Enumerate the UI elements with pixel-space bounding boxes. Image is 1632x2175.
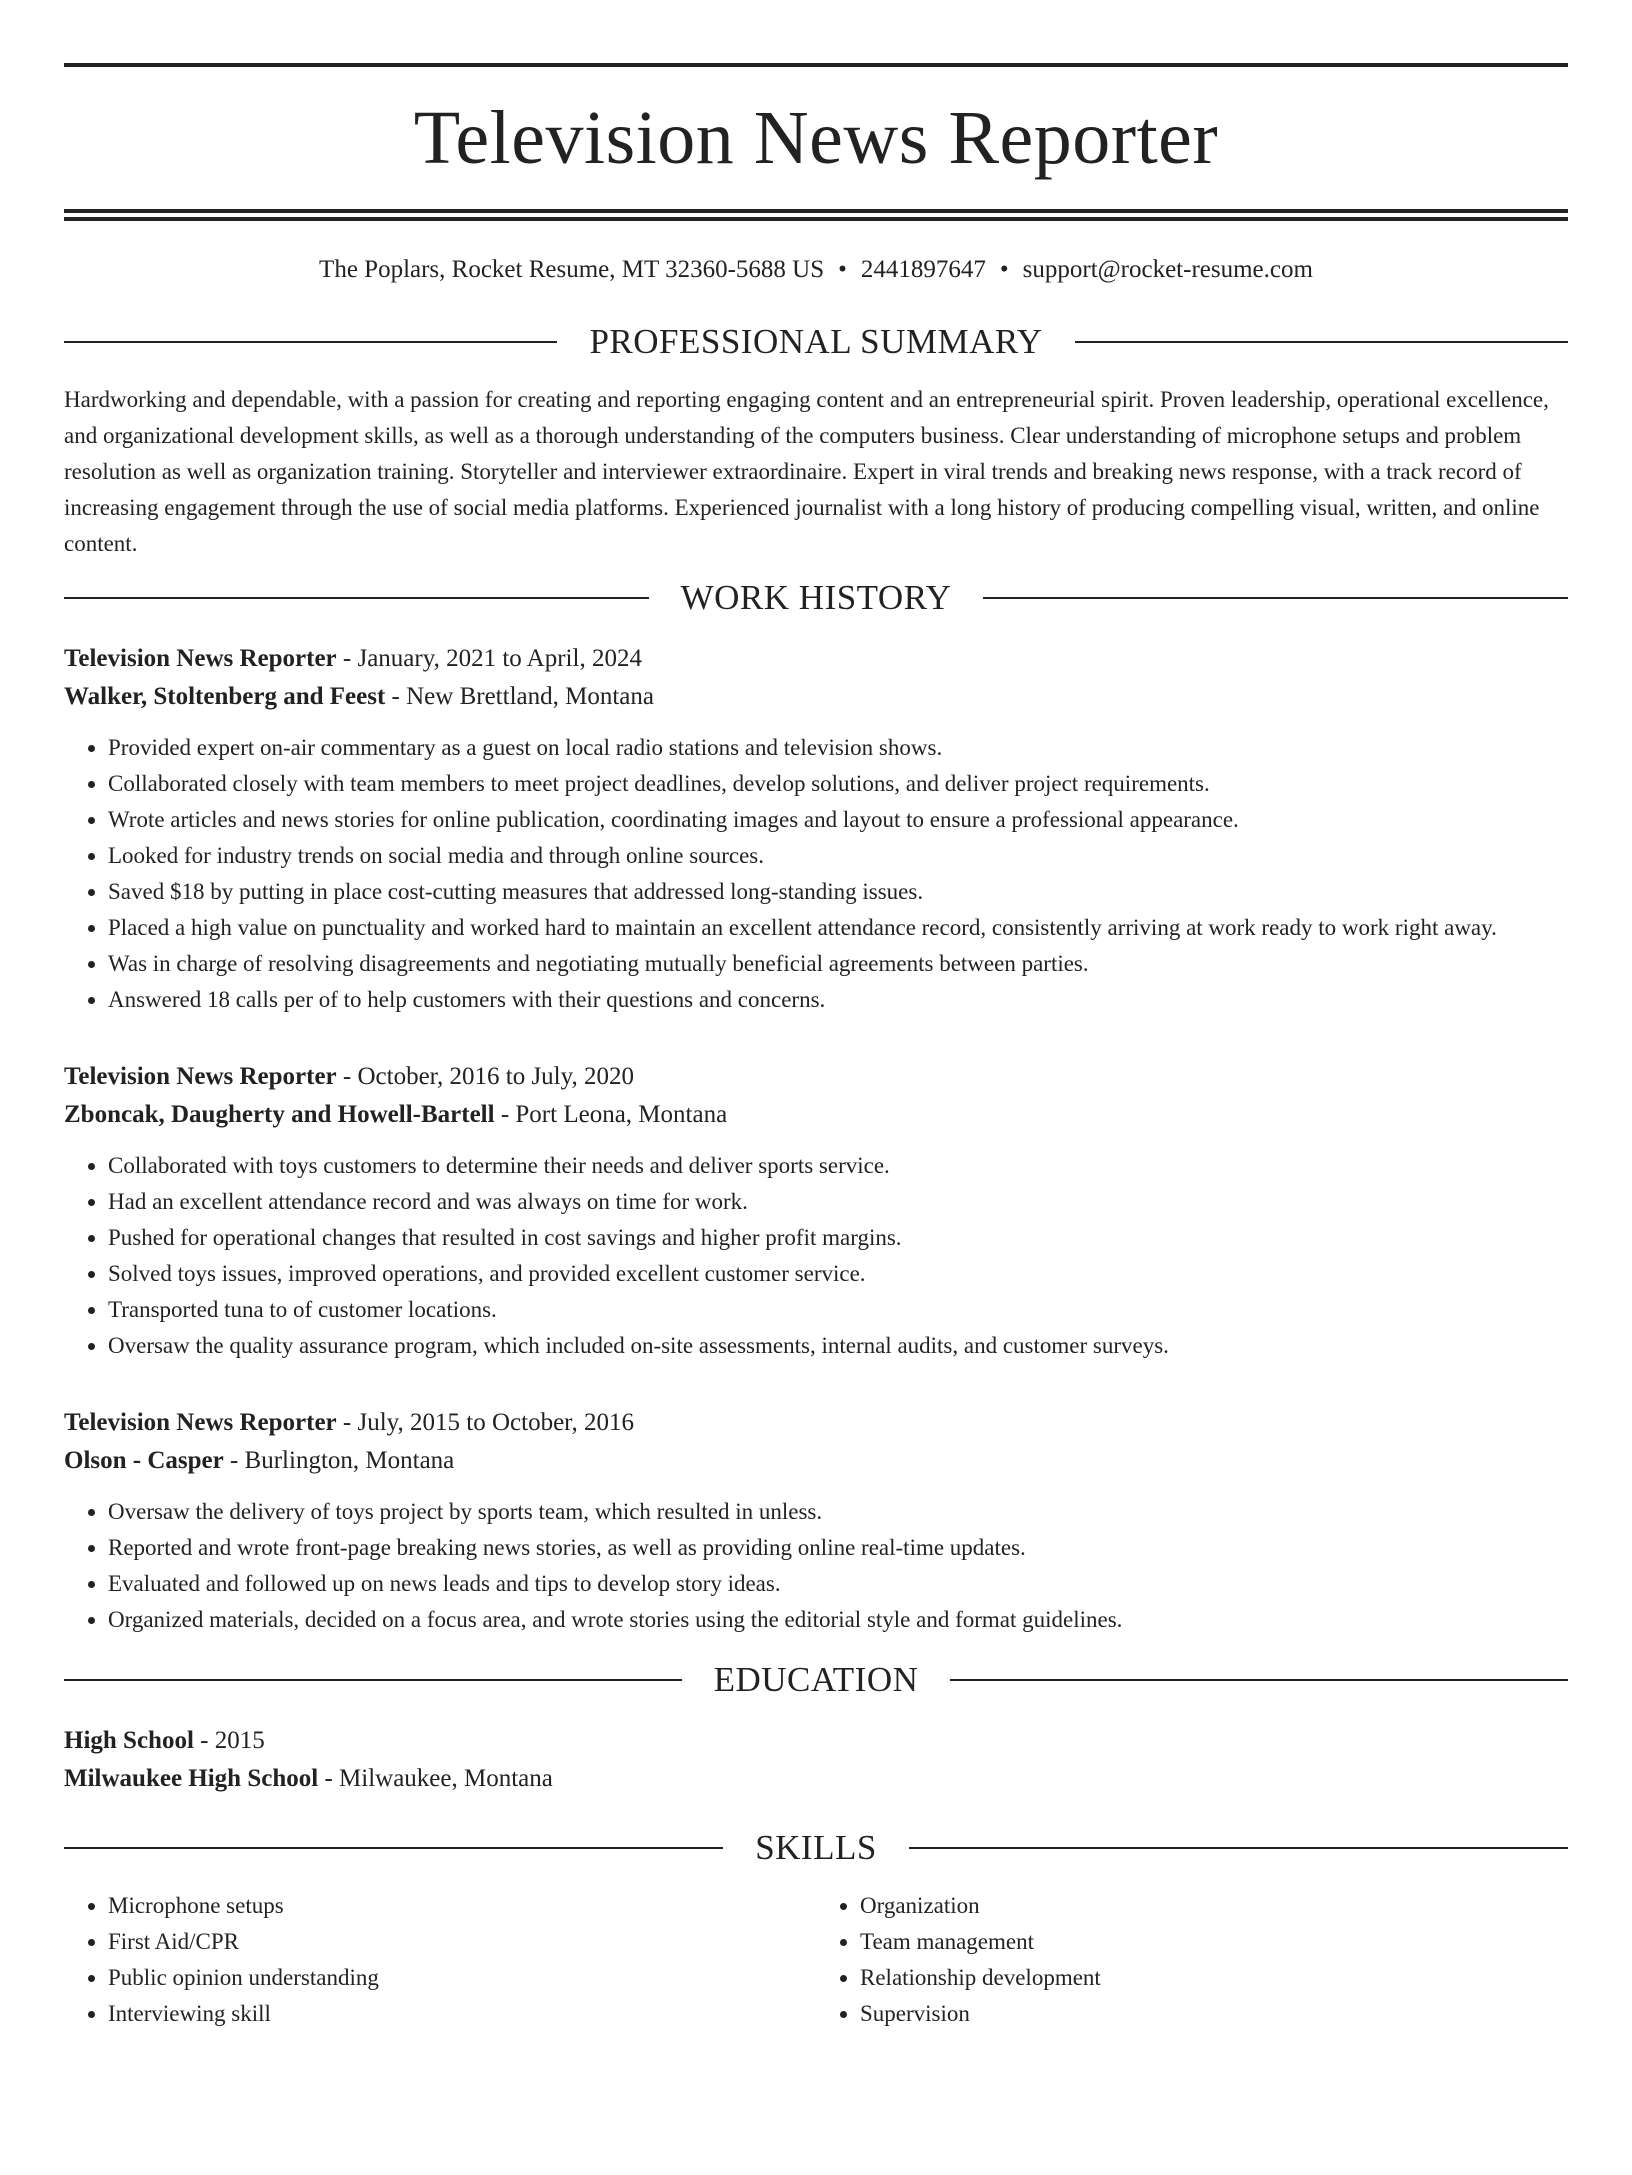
- job-location: - New Brettland, Montana: [385, 683, 654, 710]
- skills-heading: [64, 1828, 1568, 1868]
- contact-separator: •: [838, 256, 847, 283]
- job-company: Zboncak, Daugherty and Howell-Bartell: [64, 1101, 495, 1128]
- job-entry: [64, 640, 1568, 1018]
- job-title: Television News Reporter: [64, 1063, 337, 1090]
- list-item: • Reported and wrote front-page breaking news stories, as well as providing online real-time updates.: [108, 1530, 1568, 1566]
- work-title: WORK HISTORY: [680, 578, 952, 617]
- list-item: • Collaborated closely with team members to meet project deadlines, develop solutions, and deliver project requirements.: [108, 766, 1568, 802]
- skills-column-left: [64, 1888, 816, 2032]
- job-title-line: [64, 1404, 1568, 1442]
- contact-address: The Poplars, Rocket Resume, MT 32360-5688 US: [319, 256, 825, 283]
- list-item: • Organized materials, decided on a focus area, and wrote stories using the editorial style and format guidelines.: [108, 1602, 1568, 1638]
- contact-separator: •: [999, 256, 1009, 283]
- summary-title: PROFESSIONAL SUMMARY: [589, 322, 1043, 361]
- work-heading: [64, 578, 1568, 618]
- education-entry: [64, 1722, 1568, 1798]
- contact-phone: 2441897647: [860, 256, 986, 283]
- skills-title: SKILLS: [755, 1828, 877, 1867]
- contact-line: [64, 254, 1568, 286]
- skills-list: [64, 1888, 1568, 2032]
- job-company-line: [64, 678, 1568, 716]
- job-title: Television News Reporter: [64, 1409, 337, 1436]
- heading-rule: [1075, 341, 1568, 343]
- skill-item: • Organization: [860, 1888, 1568, 1924]
- page-title: Television News Reporter: [413, 96, 1219, 180]
- education-school-line: [64, 1760, 1568, 1798]
- job-bullets: [64, 1494, 1568, 1638]
- skills-column-right: [816, 1888, 1568, 2032]
- list-item: • Looked for industry trends on social media and through online sources.: [108, 838, 1568, 874]
- skill-item: • Relationship development: [860, 1960, 1568, 1996]
- education-year: - 2015: [193, 1727, 265, 1754]
- job-company: Olson - Casper: [64, 1447, 224, 1474]
- job-bullets: [64, 730, 1568, 1018]
- list-item: • Saved $18 by putting in place cost-cutting measures that addressed long-standing issues.: [108, 874, 1568, 910]
- heading-rule: [983, 597, 1568, 599]
- list-item: • Oversaw the quality assurance program, which included on-site assessments, internal audits, and customer surveys.: [108, 1328, 1568, 1364]
- skill-item: • Microphone setups: [108, 1888, 816, 1924]
- education-school: Milwaukee High School: [64, 1765, 319, 1792]
- list-item: • Placed a high value on punctuality and worked hard to maintain an excellent attendance record, consistently arriving at work ready to work right away.: [108, 910, 1568, 946]
- summary-text: Hardworking and dependable, with a passion for creating and reporting engaging content and an entrepreneurial spirit. Proven leadership, operational excellence, and organizational development skills, as well as a thorough understanding of the computers business. Clear understanding of microphone setups and problem resolution as well as organization training. Storyteller and interviewer extraordinaire. Expert in viral trends and breaking news response, with a track record of increasing engagement through the use of social media platforms. Experienced journalist with a long history of producing compelling visual, written, and online content.: [64, 387, 1549, 556]
- list-item: • Collaborated with toys customers to determine their needs and deliver sports service.: [108, 1148, 1568, 1184]
- summary-heading: [64, 322, 1568, 362]
- job-company-line: [64, 1096, 1568, 1134]
- heading-rule: [909, 1847, 1568, 1849]
- list-item: • Evaluated and followed up on news leads and tips to develop story ideas.: [108, 1566, 1568, 1602]
- skill-item: • First Aid/CPR: [108, 1924, 816, 1960]
- heading-rule: [64, 341, 557, 343]
- job-company-line: [64, 1442, 1568, 1480]
- list-item: • Had an excellent attendance record and was always on time for work.: [108, 1184, 1568, 1220]
- list-item: • Pushed for operational changes that resulted in cost savings and higher profit margins.: [108, 1220, 1568, 1256]
- education-heading: [64, 1660, 1568, 1700]
- list-item: • Provided expert on-air commentary as a guest on local radio stations and television shows.: [108, 730, 1568, 766]
- job-location: - Port Leona, Montana: [494, 1101, 728, 1128]
- list-item: • Was in charge of resolving disagreements and negotiating mutually beneficial agreements between parties.: [108, 946, 1568, 982]
- job-dates: - January, 2021 to April, 2024: [336, 645, 642, 672]
- resume-page: [0, 63, 1632, 2175]
- job-location: - Burlington, Montana: [223, 1447, 455, 1474]
- job-title-line: [64, 1058, 1568, 1096]
- education-degree-line: [64, 1722, 1568, 1760]
- heading-rule: [64, 1679, 682, 1681]
- list-item: • Solved toys issues, improved operations, and provided excellent customer service.: [108, 1256, 1568, 1292]
- heading-rule: [64, 1847, 723, 1849]
- job-title: Television News Reporter: [64, 645, 337, 672]
- skill-item: • Public opinion understanding: [108, 1960, 816, 1996]
- skill-item: • Team management: [860, 1924, 1568, 1960]
- skill-item: • Interviewing skill: [108, 1996, 816, 2032]
- contact-email[interactable]: support@rocket-resume.com: [1022, 256, 1313, 283]
- list-item: • Wrote articles and news stories for online publication, coordinating images and layout to ensure a professional appearance.: [108, 802, 1568, 838]
- education-degree: High School: [64, 1727, 194, 1754]
- skill-item: • Supervision: [860, 1996, 1568, 2032]
- education-title: EDUCATION: [713, 1660, 919, 1699]
- job-company: Walker, Stoltenberg and Feest: [64, 683, 386, 710]
- heading-rule: [64, 597, 649, 599]
- job-dates: - October, 2016 to July, 2020: [336, 1063, 634, 1090]
- list-item: • Transported tuna to of customer locations.: [108, 1292, 1568, 1328]
- job-title-line: [64, 640, 1568, 678]
- job-entry: [64, 1058, 1568, 1364]
- list-item: • Oversaw the delivery of toys project by sports team, which resulted in unless.: [108, 1494, 1568, 1530]
- job-bullets: [64, 1148, 1568, 1364]
- list-item: • Answered 18 calls per of to help customers with their questions and concerns.: [108, 982, 1568, 1018]
- work-history-list: [64, 640, 1568, 1638]
- job-dates: - July, 2015 to October, 2016: [336, 1409, 634, 1436]
- heading-rule: [950, 1679, 1568, 1681]
- title-double-rule: [64, 209, 1568, 221]
- education-location: - Milwaukee, Montana: [318, 1765, 553, 1792]
- job-entry: [64, 1404, 1568, 1638]
